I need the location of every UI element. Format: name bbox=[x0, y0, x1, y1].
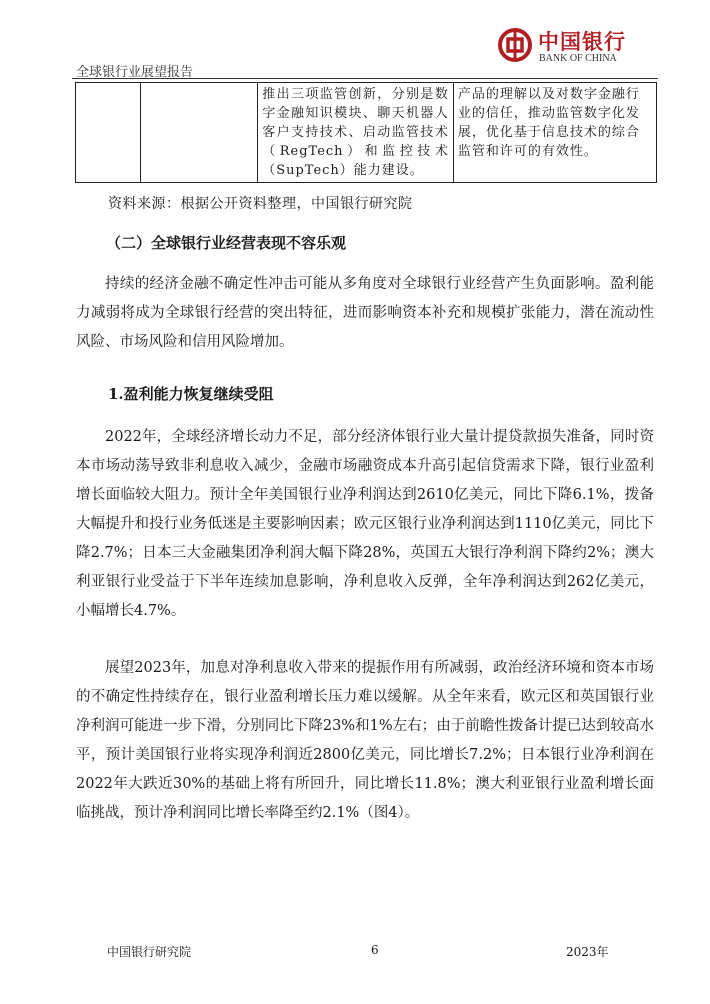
subheading: 1.盈利能力恢复继续受阻 bbox=[108, 385, 274, 403]
header-rule bbox=[72, 78, 658, 79]
report-header-title: 全球银行业展望报告 bbox=[76, 65, 194, 80]
bank-logo bbox=[498, 26, 658, 70]
bank-of-china-emblem-icon bbox=[498, 28, 532, 62]
table-cell-col2 bbox=[141, 83, 258, 183]
table-row bbox=[76, 83, 657, 183]
table-cell-col3: 推出三项监管创新，分别是数字金融知识模块、聊天机器人客户支持技术、启动监管技术（RegTech）和监控技术（SupTech）能力建设。 bbox=[258, 83, 454, 183]
logo-chinese-name: 中国银行 bbox=[538, 30, 626, 54]
footer-right: 2023年 bbox=[566, 945, 609, 959]
paragraph-2022: 2022年，全球经济增长动力不足，部分经济体银行业大量计提贷款损失准备，同时资本市场动荡导致非利息收入减少，金融市场融资成本升高引起信贷需求下降，银行业盈利增长面临较大阻力。预计全年美国银行业净利润达到2610亿美元，同比下降6.1%，拨备大幅提升和投行业务低迷是主要影响因素；欧元区银行业净利润达到1110亿美元，同比下降2.7%；日本三大金融集团净利润大幅下降28%，英国五大银行净利润下降约2%；澳大利亚银行业受益于下半年连续加息影响，净利息收入反弹，全年净利润达到262亿美元，小幅增长4.7%。 bbox=[76, 429, 654, 619]
source-note: 资料来源：根据公开资料整理，中国银行研究院 bbox=[108, 196, 413, 212]
section-heading: （二）全球银行业经营表现不容乐观 bbox=[106, 234, 347, 252]
page-number: 6 bbox=[371, 943, 379, 957]
continued-table bbox=[75, 82, 657, 183]
logo-english-name: BANK OF CHINA bbox=[539, 53, 617, 64]
paragraph-2023: 展望2023年，加息对净利息收入带来的提振作用有所减弱，政治经济环境和资本市场的不确定性持续存在，银行业盈利增长压力难以缓解。从全年来看，欧元区和英国银行业净利润可能进一步下滑，分别同比下降23%和1%左右；由于前瞻性拨备计提已达到较高水平，预计美国银行业将实现净利润近2800亿美元，同比增长7.2%；日本银行业净利润在2022年大跌近30%的基础上将有所回升，同比增长11.8%；澳大利亚银行业盈利增长面临挑战，预计净利润同比增长率降至约2.1%（图4）。 bbox=[76, 660, 654, 821]
intro-paragraph: 持续的经济金融不确定性冲击可能从多角度对全球银行业经营产生负面影响。盈利能力减弱将成为全球银行经营的突出特征，进而影响资本补充和规模扩张能力，潜在流动性风险、市场风险和信用风险增加。 bbox=[76, 276, 654, 350]
footer-left: 中国银行研究院 bbox=[107, 945, 192, 959]
table-cell-col4: 产品的理解以及对数字金融行业的信任，推动监管数字化发展，优化基于信息技术的综合监管和许可的有效性。 bbox=[453, 83, 656, 183]
table-cell-col1 bbox=[76, 83, 141, 183]
